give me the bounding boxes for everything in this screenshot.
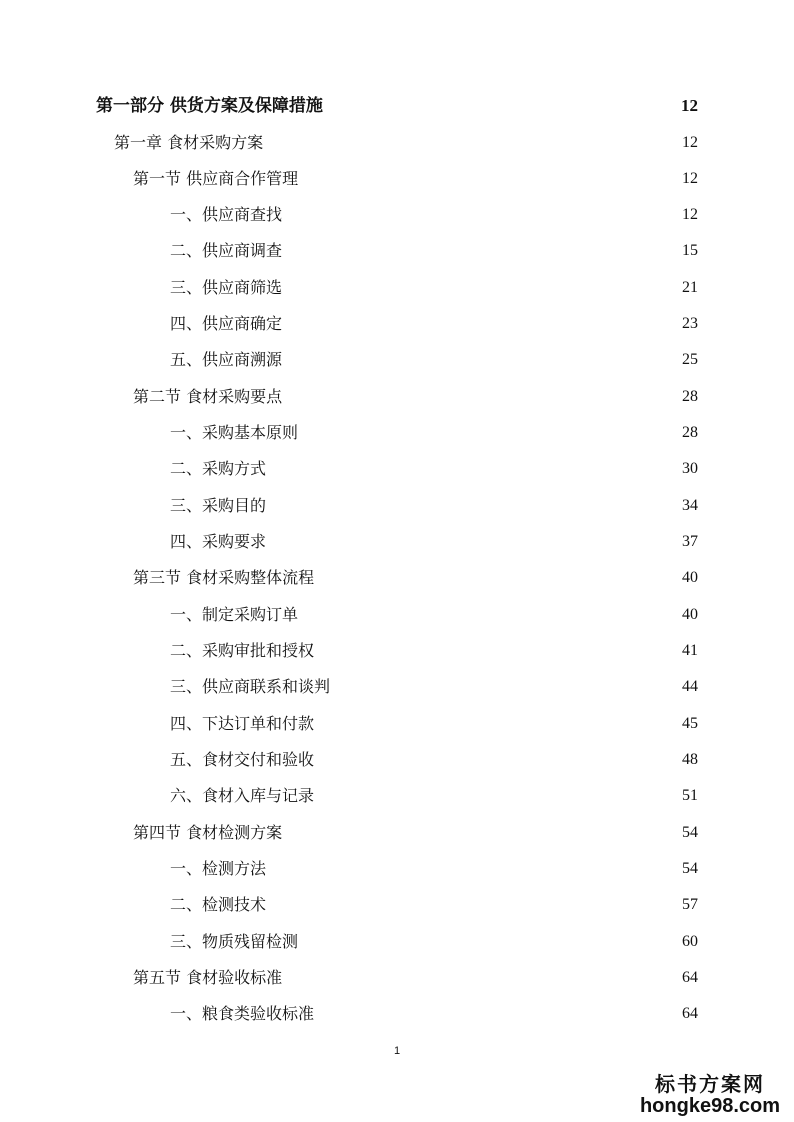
page-number: 1	[393, 1045, 401, 1057]
toc-entry-title: 二、采购方式	[170, 459, 267, 478]
toc-entry-title: 二、采购审批和授权	[170, 641, 315, 660]
toc-entry[interactable]	[114, 131, 698, 155]
toc-entry[interactable]	[133, 966, 698, 990]
dot-leader	[327, 94, 670, 118]
dot-leader	[286, 312, 670, 336]
toc-entry[interactable]	[133, 821, 698, 845]
toc-entry[interactable]	[170, 675, 698, 699]
toc-entry-title: 第一章 食材采购方案	[114, 133, 264, 152]
toc-entry-page: 30	[682, 460, 698, 477]
dot-leader	[270, 893, 670, 917]
toc-entry-page: 12	[682, 170, 698, 187]
toc-entry[interactable]	[170, 857, 698, 881]
toc-entry-title: 三、供应商联系和谈判	[170, 677, 331, 696]
dot-leader	[318, 748, 670, 772]
toc-entry-title: 三、物质残留检测	[170, 932, 299, 951]
dot-leader	[286, 276, 670, 300]
dot-leader	[286, 348, 670, 372]
toc-entry[interactable]	[170, 603, 698, 627]
toc-entry-title: 一、供应商查找	[170, 205, 283, 224]
toc-entry-page: 60	[682, 933, 698, 950]
toc-entry-page: 28	[682, 424, 698, 441]
toc-entry-page: 28	[682, 388, 698, 405]
dot-leader	[286, 239, 670, 263]
toc-entry[interactable]	[133, 566, 698, 590]
dot-leader	[318, 639, 670, 663]
dot-leader	[286, 385, 670, 409]
dot-leader	[270, 857, 670, 881]
toc-entry-title: 三、供应商筛选	[170, 278, 283, 297]
toc-entry-title: 第一节 供应商合作管理	[133, 169, 299, 188]
toc-entry-title: 二、供应商调查	[170, 241, 283, 260]
toc-entry[interactable]	[170, 203, 698, 227]
toc-entry-title: 五、食材交付和验收	[170, 750, 315, 769]
toc-entry-title: 六、食材入库与记录	[170, 786, 315, 805]
toc-entry[interactable]	[170, 784, 698, 808]
toc-entry-page: 12	[682, 206, 698, 223]
toc-entry-page: 54	[682, 860, 698, 877]
toc-entry-title: 四、下达订单和付款	[170, 714, 315, 733]
dot-leader	[286, 203, 670, 227]
toc-entry[interactable]	[170, 930, 698, 954]
toc-entry-title: 第五节 食材验收标准	[133, 968, 283, 987]
toc-entry-title: 一、检测方法	[170, 859, 267, 878]
toc-entry-title: 一、制定采购订单	[170, 605, 299, 624]
toc-entry[interactable]	[170, 748, 698, 772]
toc-entry-page: 57	[682, 896, 698, 913]
toc-entry[interactable]	[170, 1002, 698, 1026]
dot-leader	[270, 457, 670, 481]
dot-leader	[318, 784, 670, 808]
toc-entry[interactable]	[170, 530, 698, 554]
dot-leader	[302, 167, 670, 191]
toc-entry[interactable]	[133, 167, 698, 191]
toc-entry-title: 四、采购要求	[170, 532, 267, 551]
dot-leader	[302, 603, 670, 627]
toc-entry[interactable]	[170, 639, 698, 663]
toc-entry-page: 12	[682, 134, 698, 151]
toc-entry-page: 23	[682, 315, 698, 332]
toc-entry-page: 21	[682, 279, 698, 296]
watermark	[640, 1068, 780, 1118]
toc-entry-title: 第二节 食材采购要点	[133, 387, 283, 406]
dot-leader	[270, 530, 670, 554]
toc-entry[interactable]	[170, 712, 698, 736]
toc-entry-title: 五、供应商溯源	[170, 350, 283, 369]
toc-entry-page: 34	[682, 497, 698, 514]
toc-entry-page: 12	[681, 96, 698, 115]
dot-leader	[286, 966, 670, 990]
dot-leader	[267, 131, 670, 155]
toc-entry[interactable]	[170, 421, 698, 445]
toc-entry-page: 45	[682, 715, 698, 732]
toc-entry-page: 51	[682, 787, 698, 804]
toc-entry[interactable]	[170, 276, 698, 300]
dot-leader	[302, 930, 670, 954]
dot-leader	[334, 675, 670, 699]
toc-entry-title: 第四节 食材检测方案	[133, 823, 283, 842]
toc-entry[interactable]	[170, 494, 698, 518]
toc-entry[interactable]	[170, 239, 698, 263]
toc-entry[interactable]	[170, 893, 698, 917]
toc-entry-title: 第三节 食材采购整体流程	[133, 568, 315, 587]
dot-leader	[270, 494, 670, 518]
toc-entry[interactable]	[170, 312, 698, 336]
toc-entry-page: 64	[682, 969, 698, 986]
toc-entry-title: 一、粮食类验收标准	[170, 1004, 315, 1023]
toc-entry-page: 41	[682, 642, 698, 659]
watermark-url: hongke98.com	[639, 1095, 780, 1117]
dot-leader	[302, 421, 670, 445]
toc-entry-page: 54	[682, 824, 698, 841]
dot-leader	[318, 566, 670, 590]
toc-entry-title: 二、检测技术	[170, 895, 267, 914]
toc-entry-title: 四、供应商确定	[170, 314, 283, 333]
toc-entry-title: 一、采购基本原则	[170, 423, 299, 442]
toc-entry-page: 44	[682, 678, 698, 695]
watermark-name: 标书方案网	[654, 1074, 765, 1096]
toc-entry-page: 40	[682, 606, 698, 623]
toc-entry-page: 25	[682, 351, 698, 368]
toc-entry[interactable]	[170, 457, 698, 481]
toc-entry-page: 48	[682, 751, 698, 768]
toc-entry-page: 15	[682, 242, 698, 259]
dot-leader	[318, 1002, 670, 1026]
toc-entry-title: 第一部分 供货方案及保障措施	[96, 96, 323, 116]
toc-entry[interactable]	[170, 348, 698, 372]
toc-entry[interactable]	[96, 94, 698, 118]
toc-entry-title: 三、采购目的	[170, 496, 267, 515]
dot-leader	[286, 821, 670, 845]
toc-entry[interactable]	[133, 385, 698, 409]
toc-entry-page: 64	[682, 1005, 698, 1022]
toc-entry-page: 40	[682, 569, 698, 586]
toc-entry-page: 37	[682, 533, 698, 550]
dot-leader	[318, 712, 670, 736]
